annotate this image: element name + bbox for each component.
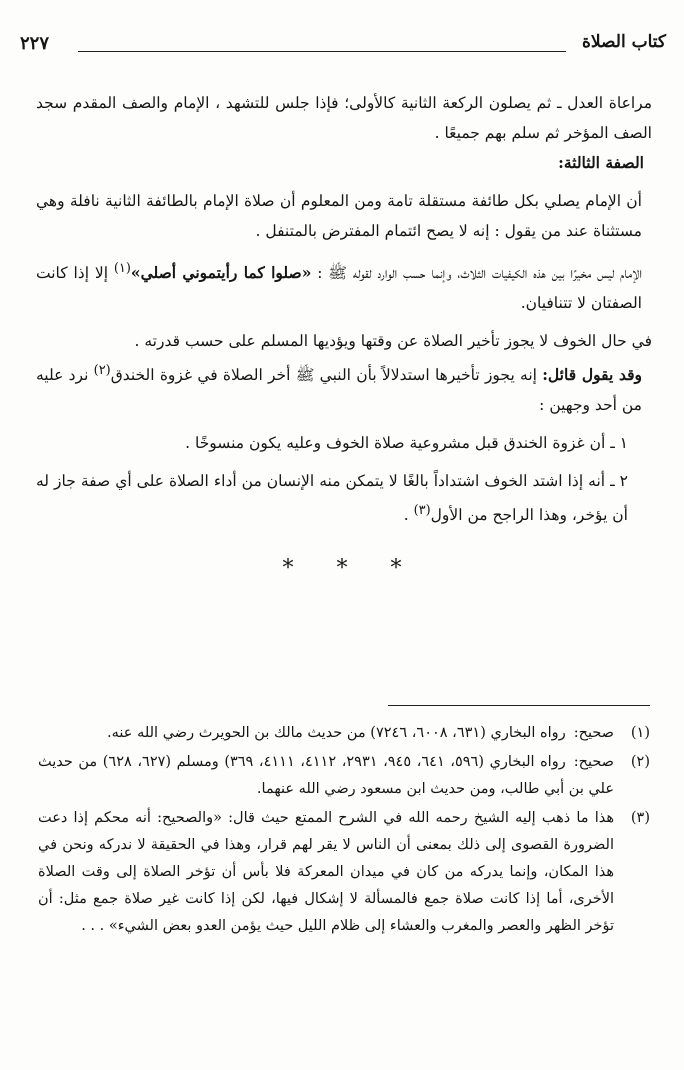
footnote-ref: (١) xyxy=(113,261,131,276)
lead-phrase: وقد يقول قائل: xyxy=(542,365,643,385)
footnote-rule xyxy=(388,705,650,706)
paragraph: في حال الخوف لا يجوز تأخير الصلاة عن وقتها ويؤديها المسلم على حسب قدرته . xyxy=(134,332,652,351)
text-run: إلا إذا كانت الصفتان لا تتنافيان. xyxy=(36,264,642,313)
footnote-number: (٢) xyxy=(630,754,650,770)
footnote-body: هذا ما ذهب إليه الشيخ رحمه الله في الشرح الممتع حيث قال: «والصحيح: أنه محكم إذا دعت الضرورة القصوى إلى ذلك بمعنى أن الناس لا يقر لهم قرار، وهذا في الحقيقة لا ندركه ونحن في هذا المكان، وإنما يدركه من كان في ميدان المعركة فلا بأس أن تؤخر الصلاة إلى وقت الصلاة الأخرى، أما إذا كانت صلاة جمع فالمسألة لا إشكال فيها، لكن إذا كانت غير صلاة جمع مثل: أن تؤخر الظهر والعصر والمغرب والعشاء إلى ظلام الليل حيث يؤمن العدو بعض الشيء» . . . xyxy=(38,810,614,934)
hadith-quote: «صلوا كما رأيتموني أصلي» xyxy=(130,263,312,283)
footnote xyxy=(38,805,650,940)
footnote-number: (٣) xyxy=(630,810,650,826)
footnote-ref: (٣) xyxy=(413,503,431,519)
asterisk: * xyxy=(282,556,294,581)
footnote-body: رواه البخاري (٥٩٦، ٦٤١، ٩٤٥، ٢٩٣١، ٤١١٢، ٤١١١، ٣٦٩) ومسلم (٦٢٧، ٦٢٨) من حديث علي بن أبي طالب، ومن حديث ابن مسعود رضي الله عنهما. xyxy=(38,754,614,797)
footnote-number: (١) xyxy=(630,725,650,741)
list-item xyxy=(36,466,652,530)
footnote xyxy=(38,720,650,747)
grading-label: صحيح: xyxy=(573,725,614,741)
grading-label: صحيح: xyxy=(573,754,614,770)
text-run: نرد عليه من أحد وجهين : xyxy=(36,366,642,415)
main-text xyxy=(36,88,652,530)
page-number: ٢٢٧ xyxy=(20,33,50,54)
section-heading: الصفة الثالثة: xyxy=(558,153,644,172)
footnotes xyxy=(38,720,650,942)
footnote-text xyxy=(38,805,614,940)
header-rule xyxy=(78,51,566,52)
section-separator xyxy=(0,556,684,581)
text-run: . xyxy=(403,506,414,525)
text-run: إنه يجوز تأخيرها استدلالاً بأن النبي ﷺ أخر الصلاة في غزوة الخندق xyxy=(110,366,543,385)
paragraph: مراعاة العدل ـ ثم يصلون الركعة الثانية كالأولى؛ فإذا جلس للتشهد ، الإمام والصف المقدم سجد الصف المؤخر ثم سلم بهم جميعًا . xyxy=(36,94,652,142)
list-item: ١ ـ أن غزوة الخندق قبل مشروعية صلاة الخوف وعليه يكون منسوخًا . xyxy=(185,434,628,453)
asterisk: * xyxy=(390,556,402,581)
asterisk: * xyxy=(336,556,348,581)
paragraph: أن الإمام يصلي بكل طائفة مستقلة تامة ومن المعلوم أن صلاة الإمام بالطائفة الثانية نافلة وهي مستثناة عند من يقول : إنه لا يصح ائتمام المفترض بالمتنفل . xyxy=(36,192,642,240)
text-run: ٢ ـ أنه إذا اشتد الخوف اشتداداً بالغًا لا يتمكن منه الإنسان من أداء الصلاة على أي صفة جاز له أن يؤخر، وهذا الراجح من الأول xyxy=(36,472,628,525)
footnote xyxy=(38,749,650,803)
footnote-body: رواه البخاري (٦٣١، ٦٠٠٨، ٧٢٤٦) من حديث مالك بن الحويرث رضي الله عنه. xyxy=(107,725,566,741)
footnote-text xyxy=(38,720,614,747)
footnote-ref: (٢) xyxy=(93,363,111,379)
text-run: الإمام ليس مخيرًا بين هذه الكيفيات الثلاث، وإنما حسب الوارد لقوله ﷺ : xyxy=(311,264,642,283)
footnote-text xyxy=(38,749,614,803)
paragraph xyxy=(36,254,652,318)
paragraph xyxy=(36,356,652,420)
book-title: كتاب الصلاة xyxy=(581,32,666,52)
